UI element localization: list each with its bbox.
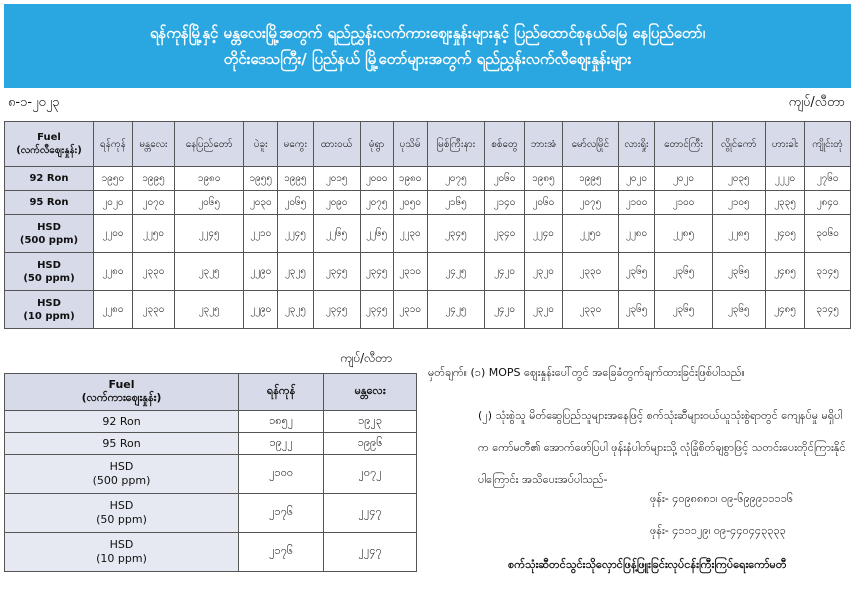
price-cell: ၂၄၂၀ — [485, 253, 525, 291]
city-header: မော်လမြိုင် — [563, 122, 619, 167]
price-cell: ၂၀၁၅ — [313, 167, 360, 191]
price-cell: ၁၉၈၀ — [393, 167, 427, 191]
price-cell: ၂၀၀၀ — [360, 167, 393, 191]
price-cell: ၂၃၁၀ — [393, 253, 427, 291]
price-cell: ၂၃၆၅ — [618, 253, 655, 291]
price-cell: ၂၃၆၅ — [712, 291, 765, 329]
table-row — [5, 455, 417, 494]
price-cell: ၁၉၉၅ — [563, 167, 619, 191]
header-title-line1: ရန်ကုန်မြို့နှင့် မန္တလေးမြို့အတွက် ရည်ညွှန်းလက်ကားဈေးနှုန်းများနှင့် ပြည်ထောင်စုနယ်မြေ နေပြည်တော်၊ — [149, 24, 706, 42]
committee-signature: စက်သုံးဆီတင်သွင်းသိုလှောင်ဖြန့်ဖြူးခြင်းလုပ်ငန်းကြီးကြပ်ရေးကော်မတီ — [508, 558, 787, 571]
phone-line-1: ဖုန်း- ၄၀၉၈၈၈၁၊ ၀၉-၆၉၉၉၁၁၁၁၆ — [650, 492, 794, 505]
price-cell: ၂၃၄၅ — [360, 253, 393, 291]
price-cell: ၂၀၉၀ — [313, 191, 360, 215]
price-cell: ၂၃၆၅ — [655, 291, 713, 329]
fuel-type-text: 92 Ron — [29, 173, 69, 184]
price-cell: ၂၂၄၅ — [175, 215, 244, 253]
fuel-type-label — [5, 253, 94, 291]
price-cell: ၂၂၆၅ — [360, 215, 393, 253]
wholesale-price-table — [4, 373, 417, 572]
city-header: ရန်ကုန် — [239, 374, 324, 411]
city-header: ပုသိမ် — [393, 122, 427, 167]
price-cell: ၁၉၈၅ — [524, 167, 562, 191]
price-cell: ၂၀၇၂ — [324, 455, 417, 494]
city-header: ဘားအံ — [524, 122, 562, 167]
price-cell: ၂၀၂၀ — [618, 167, 655, 191]
fuel-type-label — [5, 215, 94, 253]
price-cell: ၂၁၀၀ — [239, 455, 324, 494]
price-cell: ၂၂၉၀ — [244, 291, 278, 329]
price-cell: ၂၀၅၀ — [393, 191, 427, 215]
price-cell: ၂၀၃၀ — [244, 191, 278, 215]
city-header: မြစ်ကြီးနား — [427, 122, 485, 167]
retail-table-header-row — [5, 122, 851, 167]
price-cell: ၂၂၄၅ — [278, 215, 313, 253]
wholesale-fuel-header — [5, 374, 239, 411]
table-row — [5, 533, 417, 572]
table-row — [5, 167, 851, 191]
price-cell: ၂၃၃၅ — [765, 191, 804, 215]
price-cell: ၁၉၅၅ — [244, 167, 278, 191]
city-header: လွိုင်ကော် — [712, 122, 765, 167]
price-cell: ၂၀၆၅ — [175, 191, 244, 215]
price-cell: ၂၄၈၅ — [765, 253, 804, 291]
price-cell: ၂၂၁၀ — [244, 215, 278, 253]
price-cell: ၂၂၈၅ — [655, 215, 713, 253]
table-row — [5, 253, 851, 291]
city-header: ရန်ကုန် — [94, 122, 133, 167]
header-banner — [4, 4, 851, 88]
price-cell: ၂၂၄၀ — [524, 215, 562, 253]
price-cell: ၂၁၄၀ — [485, 191, 525, 215]
price-cell: ၂၂၂၀ — [765, 167, 804, 191]
unit-label-top: ကျပ်/လီတာ — [788, 95, 845, 110]
price-cell: ၂၀၆၀ — [485, 167, 525, 191]
fuel-type-text: (50 ppm) — [23, 272, 75, 284]
fuel-type-text: HSD — [109, 499, 134, 512]
price-cell: ၂၀၂၀ — [94, 191, 133, 215]
price-cell: ၂၂၆၅ — [313, 215, 360, 253]
table-row — [5, 494, 417, 533]
price-cell: ၂၁၀၅ — [712, 191, 765, 215]
price-cell: ၂၄၂၅ — [427, 291, 485, 329]
price-cell: ၂၃၃၀ — [563, 291, 619, 329]
fuel-type-text: 95 Ron — [102, 436, 141, 450]
price-cell: ၂၃၆၅ — [618, 291, 655, 329]
price-cell: ၂၄၈၅ — [765, 291, 804, 329]
retail-fuel-header — [5, 122, 94, 167]
price-cell: ၂၃၄၅ — [360, 291, 393, 329]
city-header: မကွေး — [278, 122, 313, 167]
price-cell: ၂၃၁၀ — [393, 291, 427, 329]
fuel-type-text: HSD — [109, 538, 134, 551]
price-cell: ၂၃၃၀ — [132, 253, 174, 291]
price-cell: ၂၂၈၀ — [618, 215, 655, 253]
price-cell: ၂၂၅၀ — [563, 215, 619, 253]
price-cell: ၁၉၉၆ — [324, 433, 417, 455]
fuel-type-text: (10 ppm) — [23, 310, 75, 322]
city-header: မန္တလေး — [324, 374, 417, 411]
price-cell: ၂၂၈၀ — [94, 291, 133, 329]
price-cell: ၂၁၇၆ — [239, 533, 324, 572]
fuel-type-text: HSD — [37, 259, 61, 271]
table-row — [5, 191, 851, 215]
fuel-type-text: (50 ppm) — [96, 513, 147, 526]
price-cell: ၂၃၂၅ — [175, 253, 244, 291]
date-label: ၈-၁-၂၀၂၃ — [8, 95, 60, 110]
wholesale-table-header-row — [5, 374, 417, 411]
price-cell: ၂၀၇၀ — [132, 191, 174, 215]
price-cell: ၂၁၀၀ — [618, 191, 655, 215]
fuel-type-label — [5, 433, 239, 455]
price-cell: ၁၉၂၂ — [239, 433, 324, 455]
price-cell: ၂၂၉၀ — [244, 253, 278, 291]
price-cell: ၂၃၄၅ — [313, 291, 360, 329]
price-cell: ၂၃၃၀ — [132, 291, 174, 329]
retail-price-table — [4, 121, 851, 329]
fuel-type-label — [5, 494, 239, 533]
city-header: စစ်တွေ — [485, 122, 525, 167]
price-cell: ၂၃၂၅ — [278, 291, 313, 329]
fuel-type-text: (10 ppm) — [96, 552, 147, 565]
price-cell: ၁၉၉၅ — [132, 167, 174, 191]
price-cell: ၁၉၈၀ — [175, 167, 244, 191]
fuel-header-subtext: (လက်လီဈေးနှုန်း) — [16, 145, 82, 156]
fuel-type-label — [5, 191, 94, 215]
price-cell: ၂၄၂၀ — [485, 291, 525, 329]
table-row — [5, 433, 417, 455]
price-cell: ၂၄၀၅ — [765, 215, 804, 253]
price-cell: ၂၄၂၅ — [427, 253, 485, 291]
fuel-type-text: (500 ppm) — [19, 234, 79, 246]
fuel-header-text: Fuel — [37, 132, 61, 143]
phone-line-2: ဖုန်း- ၄၁၁၁၂၉၊ ၀၉-၄၄၀၄၄၃၃၃၃ — [650, 524, 786, 537]
fuel-type-text: 95 Ron — [29, 197, 69, 208]
fuel-type-label — [5, 533, 239, 572]
price-cell: ၁၈၅၂ — [239, 411, 324, 433]
fuel-type-label — [5, 411, 239, 433]
price-cell: ၂၃၂၀ — [524, 291, 562, 329]
table-row — [5, 411, 417, 433]
fuel-header-subtext: (လက်ကားဈေးနှုန်း) — [81, 390, 162, 404]
price-cell: ၂၂၀၀ — [94, 215, 133, 253]
price-cell: ၂၁၀၀ — [655, 191, 713, 215]
fuel-type-label — [5, 455, 239, 494]
price-cell: ၂၂၈၅ — [712, 215, 765, 253]
price-cell: ၂၃၆၅ — [655, 253, 713, 291]
fuel-type-label — [5, 167, 94, 191]
price-cell: ၂၀၇၅ — [427, 167, 485, 191]
price-cell: ၃၁၄၅ — [805, 291, 851, 329]
table-row — [5, 291, 851, 329]
city-header: ကျိုင်းတုံ — [805, 122, 851, 167]
price-cell: ၂၀၇၅ — [360, 191, 393, 215]
table-row — [5, 215, 851, 253]
city-header: မန္တလေး — [132, 122, 174, 167]
city-header: ထားဝယ် — [313, 122, 360, 167]
price-cell: ၃၀၆၀ — [805, 215, 851, 253]
price-cell: ၂၀၆၀ — [524, 191, 562, 215]
fuel-header-text: Fuel — [108, 377, 135, 391]
note-1: မှတ်ချက်။ (၁) MOPS ဈေးနှုန်းပေါ်တွင် အခြေခံတွက်ချက်ထားခြင်းဖြစ်ပါသည်။ — [428, 366, 745, 379]
note-2: (၂) သုံးစွဲသူ မိတ်ဆွေပြည်သူများအနေဖြင့် စက်သုံးဆီများဝယ်ယူသုံးစွဲရာတွင် ကျေနပ်မှု မရှိပါက ကော်မတီ၏ အောက်ဖော်ပြပါ ဖုန်းနံပါတ်များသို့ လုံခြုံစိတ်ချစွာဖြင့် သတင်းပေးတိုင်ကြားနိုင်ပါကြောင်း အသိပေးအပ်ပါသည်- — [478, 409, 846, 486]
price-cell: ၂၃၃၀ — [563, 253, 619, 291]
price-cell: ၂၁၇၆ — [239, 494, 324, 533]
price-cell: ၂၃၂၅ — [175, 291, 244, 329]
price-cell: ၂၃၂၅ — [278, 253, 313, 291]
price-cell: ၂၂၄၇ — [324, 494, 417, 533]
price-cell: ၂၃၂၀ — [524, 253, 562, 291]
fuel-type-text: HSD — [109, 460, 134, 473]
price-cell: ၂၃၄၅ — [427, 215, 485, 253]
price-cell: ၂၀၂၀ — [655, 167, 713, 191]
price-cell: ၂၃၆၅ — [712, 253, 765, 291]
unit-label-wholesale: ကျပ်/လီတာ — [340, 351, 393, 365]
price-cell: ၂၇၆၀ — [805, 167, 851, 191]
price-cell: ၂၃၄၀ — [485, 215, 525, 253]
city-header: တောင်ကြီး — [655, 122, 713, 167]
price-cell: ၂၈၄၀ — [805, 191, 851, 215]
fuel-type-label — [5, 291, 94, 329]
price-cell: ၂၂၅၀ — [132, 215, 174, 253]
city-header: ပဲခူး — [244, 122, 278, 167]
fuel-type-text: (500 ppm) — [92, 474, 151, 487]
city-header: ဟားခါး — [765, 122, 804, 167]
price-cell: ၂၀၆၅ — [278, 191, 313, 215]
price-cell: ၂၂၄၇ — [324, 533, 417, 572]
price-cell: ၂၂၈၀ — [94, 253, 133, 291]
header-title-line2: တိုင်းဒေသကြီး/ ပြည်နယ် မြို့တော်များအတွက် ရည်ညွှန်းလက်လီဈေးနှုန်းများ — [223, 50, 632, 68]
city-header: နေပြည်တော် — [175, 122, 244, 167]
fuel-type-text: HSD — [37, 221, 61, 233]
fuel-type-text: HSD — [37, 297, 61, 309]
fuel-type-text: 92 Ron — [102, 414, 141, 428]
price-cell: ၂၂၃၀ — [393, 215, 427, 253]
price-cell: ၂၀၃၅ — [712, 167, 765, 191]
price-cell: ၁၉၅၀ — [94, 167, 133, 191]
price-cell: ၃၁၄၅ — [805, 253, 851, 291]
price-cell: ၁၉၂၃ — [324, 411, 417, 433]
city-header: လားရှိုး — [618, 122, 655, 167]
price-cell: ၂၁၆၅ — [427, 191, 485, 215]
price-cell: ၂၀၇၅ — [563, 191, 619, 215]
price-cell: ၁၉၉၅ — [278, 167, 313, 191]
price-cell: ၂၃၄၅ — [313, 253, 360, 291]
city-header: မုံရွာ — [360, 122, 393, 167]
